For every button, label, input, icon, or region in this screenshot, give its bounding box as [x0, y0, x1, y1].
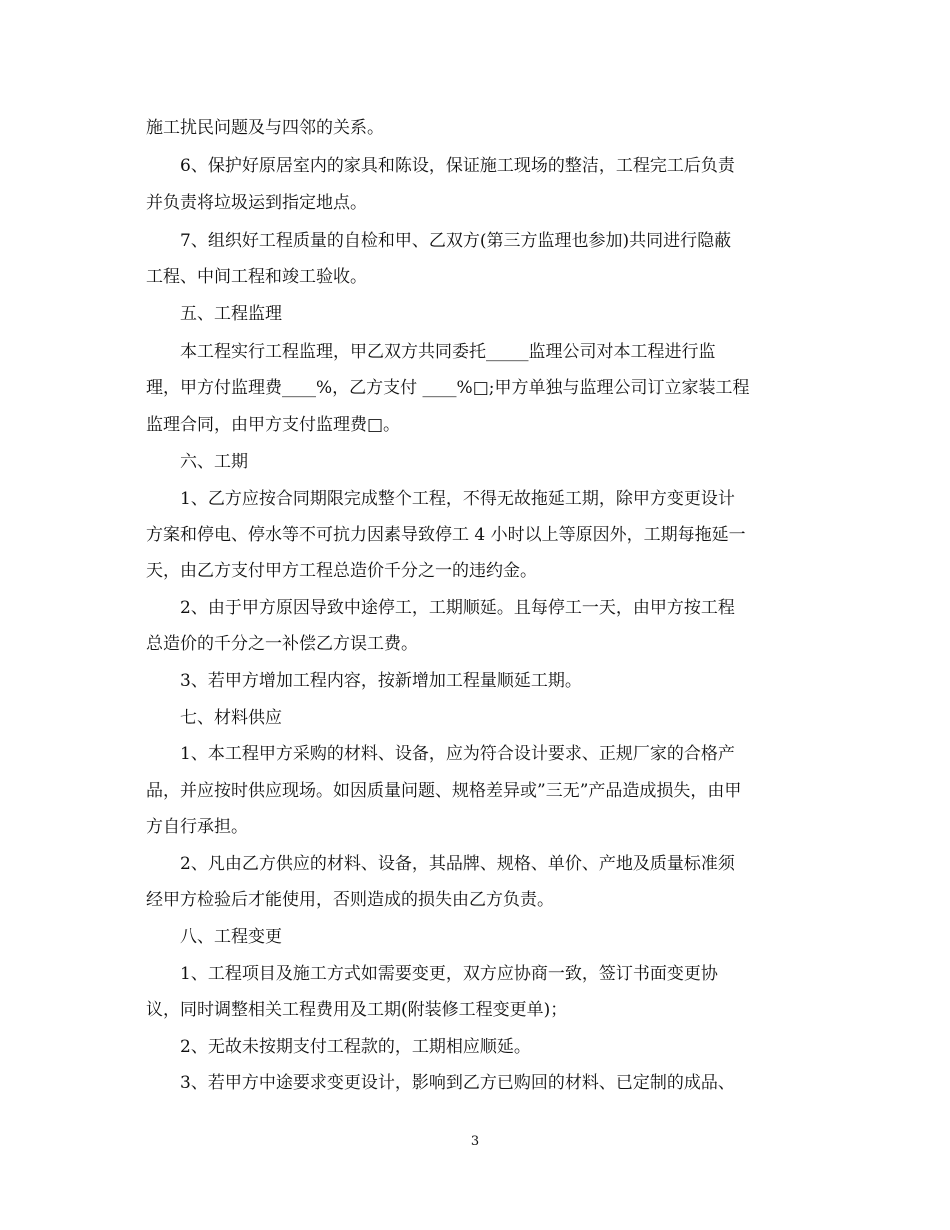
text-line: 7、组织好工程质量的自检和甲、乙双方(第三方监理也参加)共同进行隐蔽	[180, 231, 732, 251]
text-line: 1、本工程甲方采购的材料、设备，应为符合设计要求、正规厂家的合格产	[180, 744, 735, 764]
text-line: 天，由乙方支付甲方工程总造价千分之一的违约金。	[146, 561, 537, 581]
text-line: 工程、中间工程和竣工验收。	[146, 267, 367, 287]
text-line: 2、无故未按期支付工程款的，工期相应顺延。	[180, 1037, 531, 1057]
text-line: 6、保护好原居室内的家具和陈设，保证施工现场的整洁，工程完工后负责	[180, 156, 735, 176]
text-line: 方自行承担。	[146, 817, 248, 837]
text-line: 施工扰民问题及与四邻的关系。	[146, 118, 384, 138]
section-heading: 七、材料供应	[180, 708, 282, 728]
text-line: 2、凡由乙方供应的材料、设备，其品牌、规格、单价、产地及质量标准须	[180, 854, 735, 874]
text-line: 并负责将垃圾运到指定地点。	[146, 193, 367, 213]
page-number: 3	[470, 1134, 480, 1149]
text-line: 品，并应按时供应现场。如因质量问题、规格差异或”三无”产品造成损失，由甲	[146, 781, 742, 801]
text-line: 总造价的千分之一补偿乙方误工费。	[146, 634, 418, 654]
text-line: 2、由于甲方原因导致中途停工，工期顺延。且每停工一天，由甲方按工程	[180, 598, 735, 618]
text-line: 监理合同，由甲方支付监理费□。	[146, 415, 401, 435]
text-line: 方案和停电、停水等不可抗力因素导致停工 4 小时以上等原因外，工期每拖延一	[146, 525, 746, 545]
text-line: 本工程实行工程监理，甲乙双方共同委托_____监理公司对本工程进行监	[180, 342, 716, 362]
text-line: 1、工程项目及施工方式如需要变更，双方应协商一致，签订书面变更协	[180, 964, 718, 984]
text-line: 1、乙方应按合同期限完成整个工程，不得无故拖延工期，除甲方变更设计	[180, 489, 735, 509]
text-line: 议，同时调整相关工程费用及工期(附装修工程变更单)；	[146, 1000, 568, 1020]
text-line: 经甲方检验后才能使用，否则造成的损失由乙方负责。	[146, 890, 554, 910]
section-heading: 六、工期	[180, 452, 248, 472]
section-heading: 八、工程变更	[180, 927, 282, 947]
text-line: 3、若甲方增加工程内容，按新增加工程量顺延工期。	[180, 671, 582, 691]
text-line: 理，甲方付监理费____%，乙方支付 ____%□;甲方单独与监理公司订立家装工程	[146, 378, 750, 398]
section-heading: 五、工程监理	[180, 304, 282, 324]
text-line: 3、若甲方中途要求变更设计，影响到乙方已购回的材料、已定制的成品、	[180, 1073, 735, 1093]
